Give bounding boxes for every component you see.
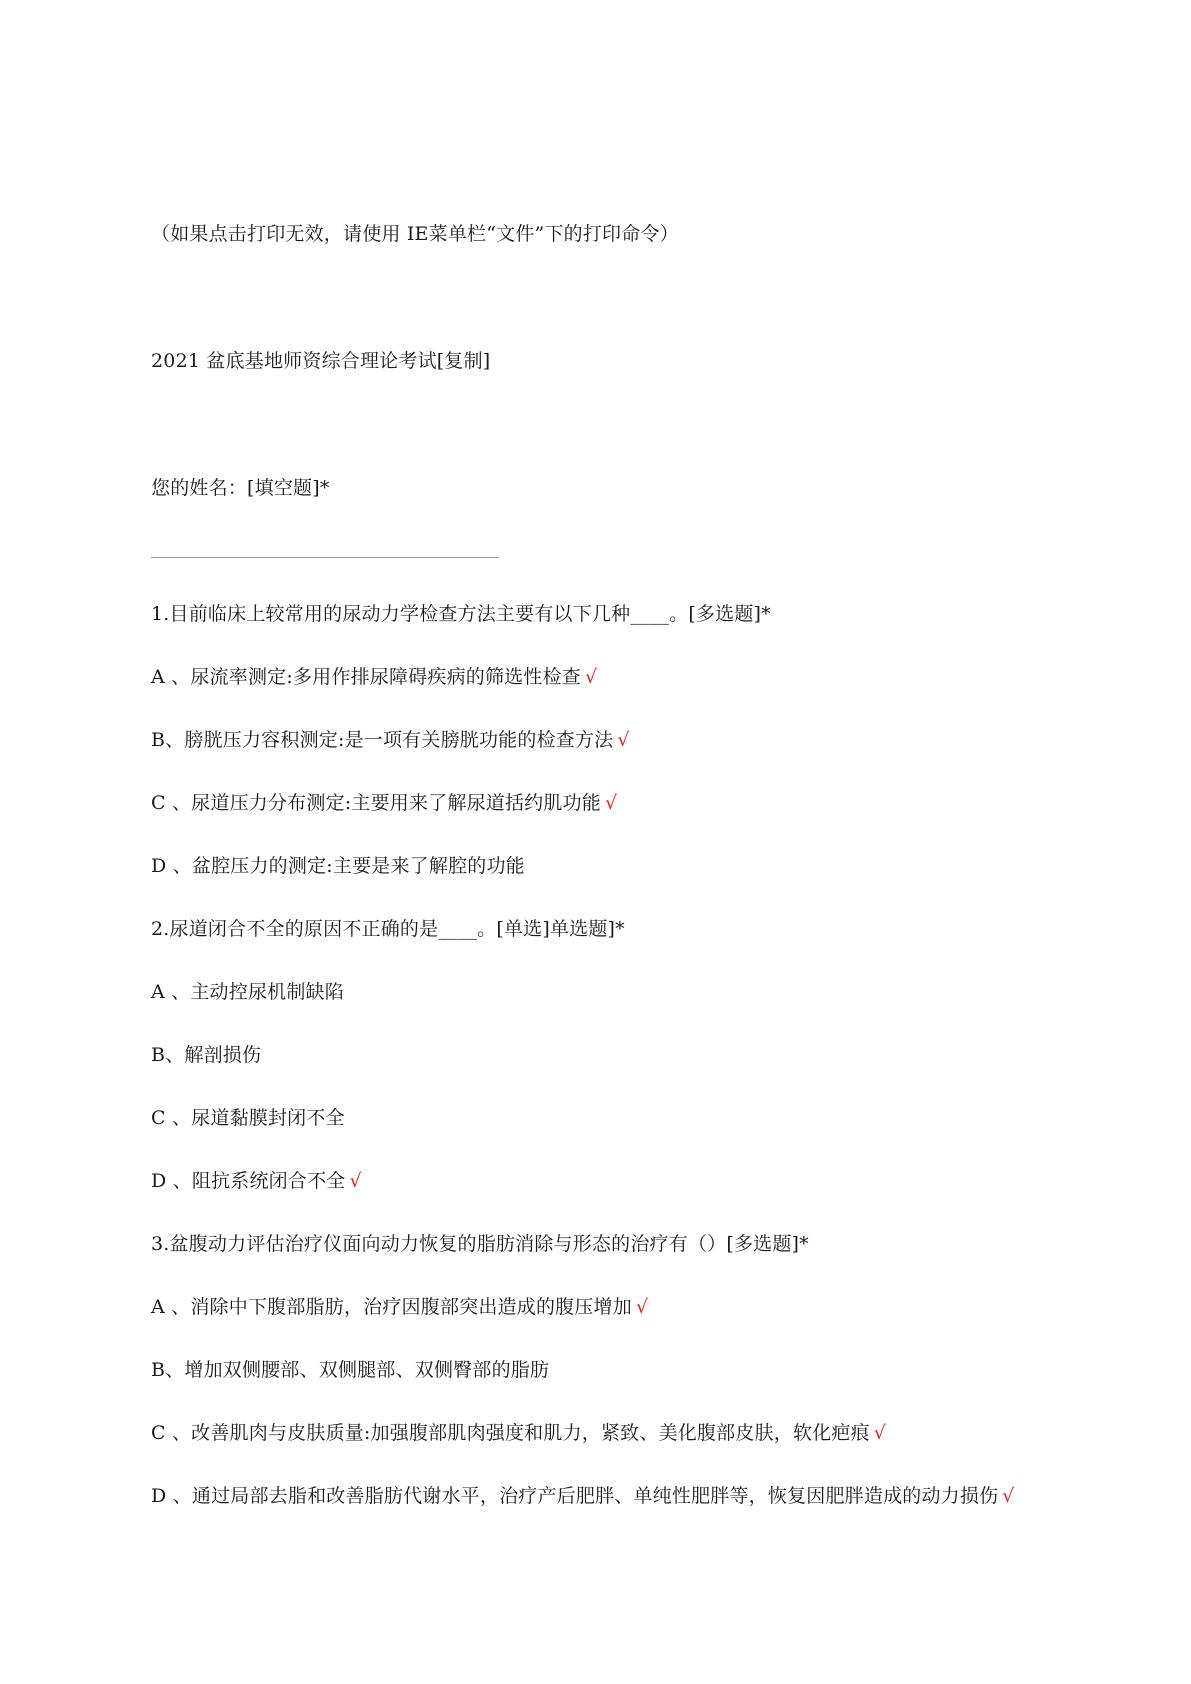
option-text: A 、尿流率测定:多用作排尿障碍疾病的筛选性检查 [151,666,581,688]
name-field-label: 您的姓名：[填空题]* [151,477,330,499]
option-text: A 、主动控尿机制缺陷 [151,981,344,1003]
question-1-option-b [151,727,630,753]
print-notice: （如果点击打印无效，请使用 IE菜单栏“文件”下的打印命令） [151,223,679,245]
option-text: C 、改善肌肉与皮肤质量:加强腹部肌肉强度和肌力，紧致、美化腹部皮肤，软化疤痕 [151,1422,870,1444]
option-text: C 、尿道压力分布测定:主要用来了解尿道括约肌功能 [151,792,601,814]
correct-check-icon: √ [604,792,618,814]
correct-check-icon: √ [635,1296,649,1318]
correct-check-icon: √ [584,666,598,688]
question-3-option-b [151,1357,549,1383]
question-2-option-a [151,979,344,1005]
correct-check-icon: √ [349,1170,362,1192]
name-answer-line [151,557,499,558]
option-text: D 、阻抗系统闭合不全 [151,1170,346,1192]
option-text: A 、消除中下腹部脂肪，治疗因腹部突出造成的腹压增加 [151,1296,632,1318]
option-text: D 、通过局部去脂和改善脂肪代谢水平，治疗产后肥胖、单纯性肥胖等，恢复因肥胖造成的动力损伤 [151,1485,999,1507]
question-3-option-a [151,1294,648,1320]
question-3-text: 3.盆腹动力评估治疗仪面向动力恢复的脂肪消除与形态的治疗有（）[多选题]* [151,1233,809,1255]
correct-check-icon: √ [617,729,630,751]
option-text: C 、尿道黏膜封闭不全 [151,1107,345,1129]
question-1-text: 1.目前临床上较常用的尿动力学检查方法主要有以下几种____。[多选题]* [151,603,771,625]
question-2-option-c [151,1105,345,1131]
question-1-option-d [151,853,525,879]
question-2-text: 2.尿道闭合不全的原因不正确的是____。[单选]单选题]* [151,918,625,940]
correct-check-icon: √ [873,1422,887,1444]
question-2-option-d [151,1168,362,1194]
option-text: B、增加双侧腰部、双侧腿部、双侧臀部的脂肪 [151,1359,550,1381]
option-text: B、膀胱压力容积测定:是一项有关膀胱功能的检查方法 [151,729,614,751]
option-text: B、解剖损伤 [151,1044,262,1066]
question-3-option-c [151,1420,886,1446]
question-1-option-a [151,664,597,690]
correct-check-icon: √ [1002,1485,1015,1507]
option-text: D 、盆腔压力的测定:主要是来了解腔的功能 [151,855,525,877]
question-3-option-d [151,1483,1015,1509]
survey-title: 2021 盆底基地师资综合理论考试[复制] [151,350,491,372]
question-2-option-b [151,1042,261,1068]
question-1-option-c [151,790,617,816]
